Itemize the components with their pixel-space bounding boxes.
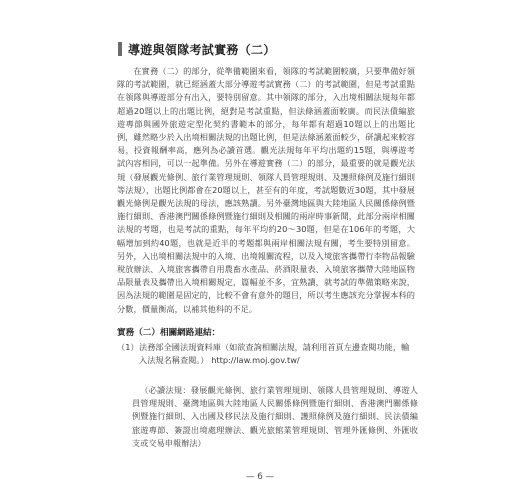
body-text-block	[117, 65, 415, 316]
body-paragraph: 在實務（二）的部分，從準備範圍來看，領隊的考試範圍較廣，只要準備好領隊的考試範圍，就已經涵蓋大部分導遊考試實務（二）的考試範圍，但是考試重點在領隊與導遊部分有出入，要特別留意。其中領隊的部分，入出境相關法規每年都超過20題以上的出題比例，絕對是考試重點，但法條涵蓋面較廣。而民法債編旅遊專節與國外旅遊定型化契約書範本的部分，每年都有超過10題以上的出題比例，雖然略少於入出境相關法規的出題比例，但是法條涵蓋面較少，研讀起來較容易，投資報酬率高，應列為必讀首選。觀光法規每年平均出題約15題，與導遊考試內容相同，可以一起準備。另外在導遊實務（二）的部分，最重要的就是觀光法規（發展觀光條例、旅行業管理規則、領隊人員管理規則、及護照條例及施行細則等法規），出題比例都會在20題以上，甚至有的年度，考試題數近30題，其中發展觀光條例是觀光法規的母法，應該熟讀。另外臺灣地區與大陸地區人民關係條例暨施行細則、香港澳門關係條例暨施行細則及相關的兩岸時事新聞，此部分兩岸相關法規的考題，也是考試的重點，每年平均約20～30題，但是在106年的考題，大幅增加到約40題，也就是近半的考題都與兩岸相關法規有關，考生要特別留意。另外，入出境相關法規中的入境、出境報關流程，以及入境旅客攜帶行李物品報驗稅放辦法、入境旅客攜帶自用農畜水產品、菸酒限量表、入境旅客攜帶大陸地區物品限量表及攜帶出入境相關規定，篇幅並不多，宜熟讀，就考試的準備策略來說，因為法規的範圍是固定的，比較不會有意外的題目，所以考生應該充分掌握本科的分數，價量衡高，以補其他科的不足。	[117, 66, 415, 314]
list-item	[117, 341, 417, 367]
list-item-number: （1）	[117, 342, 139, 352]
note-text: （必讀法規：發展觀光條例、旅行業管理規則、領隊人員管理規則、導遊人員管理規則、臺灣地區與大陸地區人民關係條例暨施行細則、香港澳門關係條例暨施行細則、入出國及移民法及施行細則、護照條例及施行細則、民法債編旅遊專節、簽證出境處理辦法、觀光旅館業管理規則、管理外匯條例、外匯收支或交易申報辦法）	[132, 385, 418, 448]
page-number: — 6 —	[245, 472, 275, 482]
page-heading: 導遊與領隊考試實務（二）	[128, 42, 276, 57]
heading-marker-bar	[118, 42, 122, 56]
list-item-content	[139, 341, 417, 367]
law-database-link[interactable]: http://law.moj.gov.tw/	[211, 355, 300, 366]
section-title: 實務（二）相關網路連結：	[117, 328, 221, 338]
heading-row	[118, 41, 418, 57]
required-laws-note	[132, 384, 418, 450]
list-item-text: 法務部全國法規資料庫（如欲查詢相關法規，請利用首頁左邊查閱功能，輸入法規名稱查閱。）	[139, 342, 410, 366]
